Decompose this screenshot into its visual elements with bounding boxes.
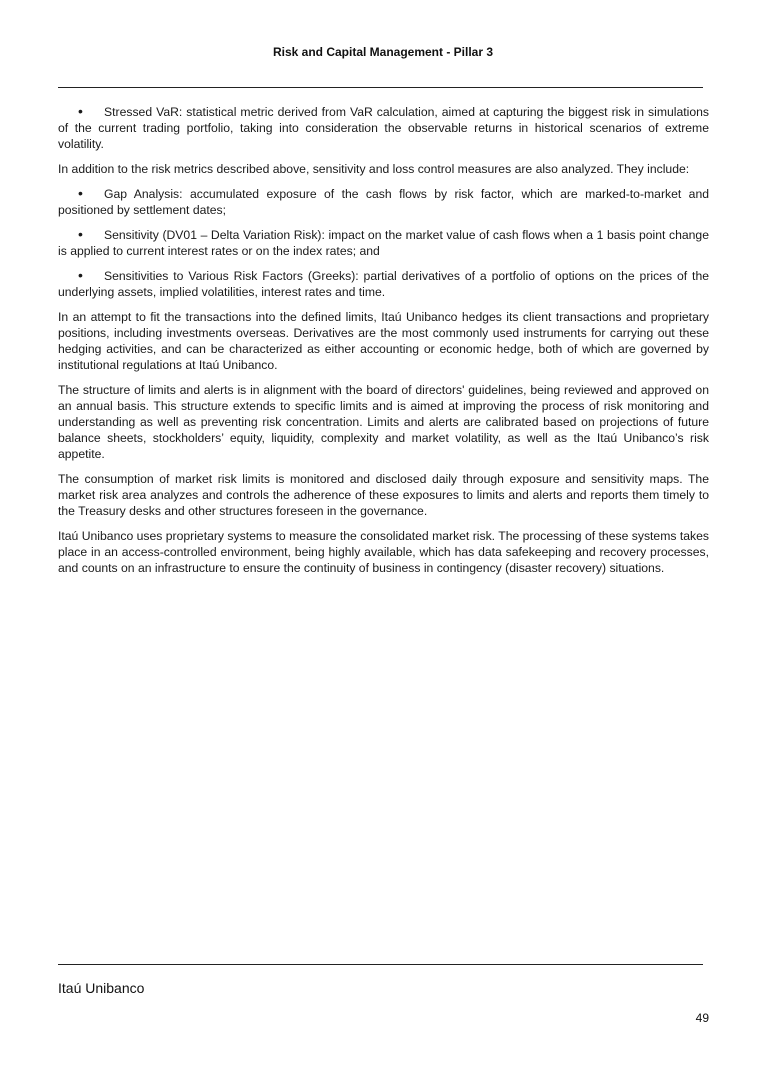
paragraph-limits-consumption: The consumption of market risk limits is monitored and disclosed daily through exposure and sensitivity maps. The market risk area analyzes and controls the adherence of these exposures to limits and alerts and reports them timely to the Treasury desks and other structures foreseen in the governance. <box>58 472 709 518</box>
document-body <box>58 104 709 585</box>
bullet-text: Sensitivity (DV01 – Delta Variation Risk): impact on the market value of cash flows when a 1 basis point change is applied to current interest rates or on the index rates; and <box>58 228 709 258</box>
bullet-icon: • <box>78 226 83 242</box>
bullet-item-gap-analysis <box>58 186 709 218</box>
page-header-title: Risk and Capital Management - Pillar 3 <box>272 45 494 59</box>
bullet-text: Stressed VaR: statistical metric derived from VaR calculation, aimed at capturing the biggest risk in simulations of the current trading portfolio, taking into consideration the observable returns in historical scenarios of extreme volatility. <box>58 105 709 151</box>
bullet-item-stressed-var <box>58 104 709 152</box>
bullet-item-greeks <box>58 268 709 300</box>
bullet-icon: • <box>78 185 83 201</box>
footer-rule <box>58 964 703 965</box>
bullet-icon: • <box>78 267 83 283</box>
bullet-text: Gap Analysis: accumulated exposure of the cash flows by risk factor, which are marked-to-market and positioned by settlement dates; <box>58 187 709 217</box>
paragraph-limits-structure: The structure of limits and alerts is in alignment with the board of directors' guidelines, being reviewed and approved on an annual basis. This structure extends to specific limits and is aimed at improving the process of risk monitoring and understanding as well as preventing risk concentration. Limits and alerts are calibrated based on projections of future balance sheets, stockholders’ equity, liquidity, complexity and market volatility, as well as the Itaú Unibanco’s risk appetite. <box>58 383 709 461</box>
bullet-item-dv01 <box>58 227 709 259</box>
header-rule <box>58 87 703 88</box>
page-number: 49 <box>695 1011 709 1025</box>
bullet-text: Sensitivities to Various Risk Factors (Greeks): partial derivatives of a portfolio of options on the prices of the underlying assets, implied volatilities, interest rates and time. <box>58 269 709 299</box>
paragraph-proprietary-systems: Itaú Unibanco uses proprietary systems to measure the consolidated market risk. The processing of these systems takes place in an access-controlled environment, being highly available, which has data safekeeping and recovery processes, and counts on an infrastructure to ensure the continuity of business in contingency (disaster recovery) situations. <box>58 529 709 575</box>
footer-company-name: Itaú Unibanco <box>58 980 145 996</box>
paragraph-hedging: In an attempt to fit the transactions into the defined limits, Itaú Unibanco hedges its client transactions and proprietary positions, including investments overseas. Derivatives are the most commonly used instruments for carrying out these hedging activities, and can be characterized as either accounting or economic hedge, both of which are governed by institutional regulations at Itaú Unibanco. <box>58 310 709 372</box>
bullet-icon: • <box>78 103 83 119</box>
paragraph-sensitivity-intro: In addition to the risk metrics described above, sensitivity and loss control measures are also analyzed. They include: <box>58 162 690 176</box>
